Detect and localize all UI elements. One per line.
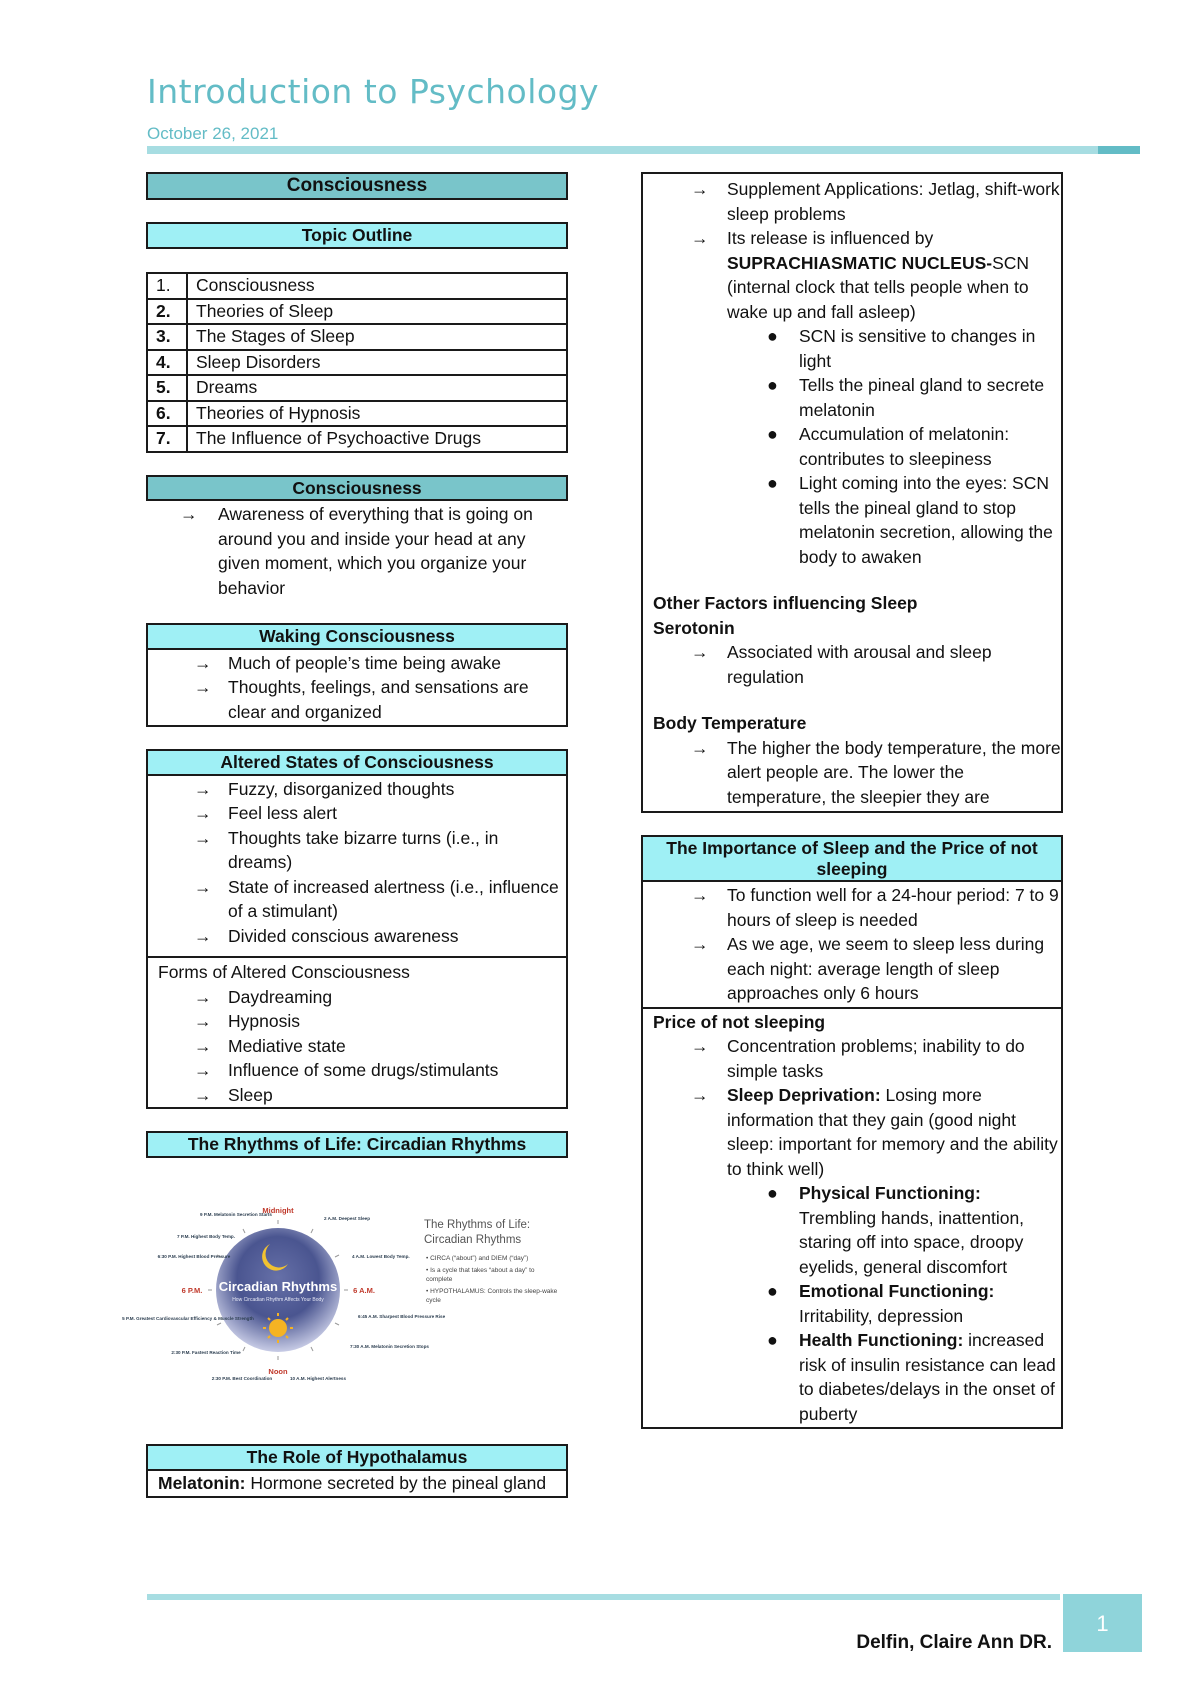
arrow-icon: → (691, 228, 709, 248)
list-item: • CIRCA (“about”) and DIEM (“day”) (426, 1255, 529, 1263)
arrow-icon: → (194, 925, 212, 946)
list-item: → Sleep (148, 1083, 566, 1108)
altered-heading: Altered States of Consciousness (148, 751, 566, 776)
list-item: → Daydreaming (148, 985, 566, 1010)
melatonin-definition: Melatonin: Hormone secreted by the pineal gland (158, 1472, 547, 1493)
bottom-rule (147, 1594, 1060, 1600)
hypothalamus-heading: The Role of Hypothalamus (148, 1446, 566, 1471)
rhythm-label: 4 A.M. Lowest Body Temp. (352, 1254, 410, 1260)
melatonin-box (641, 172, 1063, 813)
page-number: 1 (1063, 1594, 1142, 1652)
consciousness-heading: Consciousness (146, 475, 568, 502)
list-item: ● Emotional Functioning: Irritability, depression (767, 1281, 995, 1326)
arrow-icon: → (691, 737, 709, 758)
rhythm-label: 6:45 A.M. Sharpest Blood Pressure Rise (358, 1314, 446, 1320)
table-row (147, 299, 567, 325)
figure-side-title: The Rhythms of Life: Circadian Rhythms (424, 1219, 531, 1247)
serotonin-label: Serotonin (653, 617, 735, 638)
list-item: → Concentration problems; inability to do simple tasks (691, 1036, 1025, 1081)
arrow-icon: → (194, 778, 212, 799)
rhythms-heading: The Rhythms of Life: Circadian Rhythms (146, 1131, 568, 1158)
outline-num: 1. (147, 273, 187, 299)
author-name: Delfin, Claire Ann DR. (856, 1632, 1052, 1653)
rhythm-label: 10 A.M. Highest Alertness (289, 1376, 347, 1382)
outline-num: 4. (147, 350, 187, 376)
outline-num: 5. (147, 375, 187, 401)
outline-num: 3. (147, 324, 187, 350)
bullet-icon: ● (767, 424, 778, 444)
right-column (641, 172, 1063, 1429)
list-item: → Associated with arousal and sleep regulation (691, 642, 992, 687)
importance-heading: The Importance of Sleep and the Price of not sleeping (643, 837, 1061, 882)
arrow-icon: → (194, 1011, 212, 1032)
list-item: → As we age, we seem to sleep less during each night: average length of sleep approaches only 6 hours (691, 934, 1045, 1004)
noon-label: Noon (268, 1367, 288, 1377)
table-row (147, 426, 567, 452)
outline-num: 6. (147, 401, 187, 427)
arrow-icon: → (194, 677, 212, 698)
arrow-icon: → (194, 1084, 212, 1105)
arrow-icon: → (194, 803, 212, 824)
list-item: → Influence of some drugs/stimulants (148, 1058, 566, 1083)
rhythm-label: 6:30 P.M. Highest Blood Pressure (157, 1254, 231, 1260)
list-item: ● Light coming into the eyes: SCN tells the pineal gland to stop melatonin secretion, allowing the body to awaken (767, 473, 1053, 567)
consciousness-definition: → Awareness of everything that is going on around you and inside your head at any given moment, which you organize your behavior (180, 504, 533, 598)
page-date: October 26, 2021 (147, 124, 279, 143)
main-heading: Consciousness (146, 172, 568, 200)
arrow-icon: → (691, 1085, 709, 1106)
outline-label: The Stages of Sleep (187, 324, 567, 350)
topic-outline-table (146, 272, 568, 453)
list-item: → Divided conscious awareness (148, 924, 566, 949)
list-item: → Thoughts take bizarre turns (i.e., in dreams) (194, 827, 499, 873)
bullet-icon: ● (767, 375, 778, 395)
list-item: ● Health Functioning: increased risk of insulin resistance can lead to diabetes/delays in the onset of puberty (767, 1330, 1056, 1424)
rhythm-label: 5 P.M. Greatest Cardiovascular Efficiency & Muscle Strength (122, 1316, 254, 1322)
outline-label: Theories of Sleep (187, 299, 567, 325)
table-row (147, 401, 567, 427)
topic-outline-heading: Topic Outline (146, 222, 568, 249)
arrow-icon: → (691, 642, 709, 662)
arrow-icon: → (194, 986, 212, 1007)
six-pm-label: 6 P.M. (181, 1286, 203, 1296)
list-item: → Much of people’s time being awake (148, 651, 566, 676)
outline-label: The Influence of Psychoactive Drugs (187, 426, 567, 452)
hypothalamus-box (146, 1444, 568, 1498)
bullet-icon: ● (767, 1183, 778, 1204)
list-item: • HYPOTHALAMUS: Controls the sleep-wake cycle (426, 1288, 558, 1305)
list-item: → The higher the body temperature, the more alert people are. The lower the temperature, the sleepier they are (691, 737, 1061, 807)
outline-num: 7. (147, 426, 187, 452)
top-rule-accent (1098, 146, 1140, 154)
outline-label: Theories of Hypnosis (187, 401, 567, 427)
arrow-icon: → (194, 827, 212, 848)
list-item: ● SCN is sensitive to changes in light (767, 326, 1036, 371)
rhythm-label: 2:30 P.M. Fastest Reaction Time (171, 1350, 241, 1356)
page-title: Introduction to Psychology (147, 72, 600, 111)
outline-label: Consciousness (187, 273, 567, 299)
sleep-importance-box (641, 835, 1063, 1429)
midnight-label: Midnight (262, 1206, 294, 1216)
list-item: → Supplement Applications: Jetlag, shift-work sleep problems (691, 179, 1060, 224)
altered-states-box (146, 749, 568, 1109)
outline-label: Sleep Disorders (187, 350, 567, 376)
rhythm-label: 7:30 A.M. Melatonin Secretion Stops (350, 1344, 429, 1350)
list-item: ● Physical Functioning: Trembling hands, inattention, staring off into space, droopy eyelids, general discomfort (767, 1183, 1025, 1277)
list-item: → To function well for a 24-hour period: 7 to 9 hours of sleep is needed (691, 885, 1059, 930)
circadian-figure (122, 1158, 568, 1420)
bullet-icon: ● (767, 326, 778, 346)
list-item: → Feel less alert (148, 801, 566, 826)
waking-heading: Waking Consciousness (148, 625, 566, 650)
bullet-icon: ● (767, 1330, 778, 1351)
top-rule (147, 146, 1140, 154)
list-item: ● Tells the pineal gland to secrete melatonin (767, 375, 1045, 420)
arrow-icon: → (691, 934, 709, 955)
forms-label: Forms of Altered Consciousness (158, 962, 410, 983)
list-item: → Sleep Deprivation: Losing more information that they gain (good night sleep: important for memory and the ability to think well) (691, 1085, 1058, 1179)
rhythm-label: 2 A.M. Deepest Sleep (324, 1216, 371, 1222)
arrow-icon: → (194, 1035, 212, 1056)
rhythm-label: 9 P.M. Melatonin Secretion Starts (200, 1212, 272, 1218)
list-item: → Hypnosis (148, 1009, 566, 1034)
arrow-icon: → (194, 1060, 212, 1081)
outline-label: Dreams (187, 375, 567, 401)
bullet-icon: ● (767, 1281, 778, 1302)
body-temp-label: Body Temperature (653, 713, 807, 733)
price-label: Price of not sleeping (653, 1011, 826, 1032)
list-item: • Is a cycle that takes “about a day” to complete (426, 1267, 535, 1284)
arrow-icon: → (691, 885, 709, 906)
table-row (147, 350, 567, 376)
list-item: → Its release is influenced by (643, 226, 1061, 251)
arrow-icon: → (691, 1036, 709, 1057)
arrow-icon: → (691, 179, 709, 199)
six-am-label: 6 A.M. (353, 1286, 375, 1296)
table-row (147, 375, 567, 401)
table-row (147, 273, 567, 299)
list-item: → Thoughts, feelings, and sensations are clear and organized (194, 677, 529, 722)
arrow-icon: → (194, 876, 212, 897)
left-column (122, 172, 568, 1498)
waking-consciousness-box (146, 623, 568, 727)
list-item: ● Accumulation of melatonin: contributes to sleepiness (767, 424, 1010, 469)
figure-side-bullets (426, 1254, 562, 1305)
rhythm-label: 2:30 P.M. Best Coordination (211, 1376, 273, 1382)
scn-description: SUPRACHIASMATIC NUCLEUS-SCN (internal clock that tells people when to wake up and fall asleep) (727, 252, 1030, 322)
list-item: → Fuzzy, disorganized thoughts (148, 777, 566, 802)
outline-num: 2. (147, 299, 187, 325)
list-item: → State of increased alertness (i.e., influence of a stimulant) (194, 876, 559, 922)
table-row (147, 324, 567, 350)
list-item: → Mediative state (148, 1034, 566, 1059)
arrow-icon: → (194, 652, 212, 673)
rhythm-label: 7 P.M. Highest Body Temp. (176, 1234, 236, 1240)
clock-subtitle: How Circadian Rhythm Affects Your Body (232, 1297, 324, 1304)
other-factors-label: Other Factors influencing Sleep (653, 593, 918, 613)
arrow-icon: → (180, 504, 198, 525)
clock-title: Circadian Rhythms (218, 1279, 338, 1295)
bullet-icon: ● (767, 473, 778, 493)
